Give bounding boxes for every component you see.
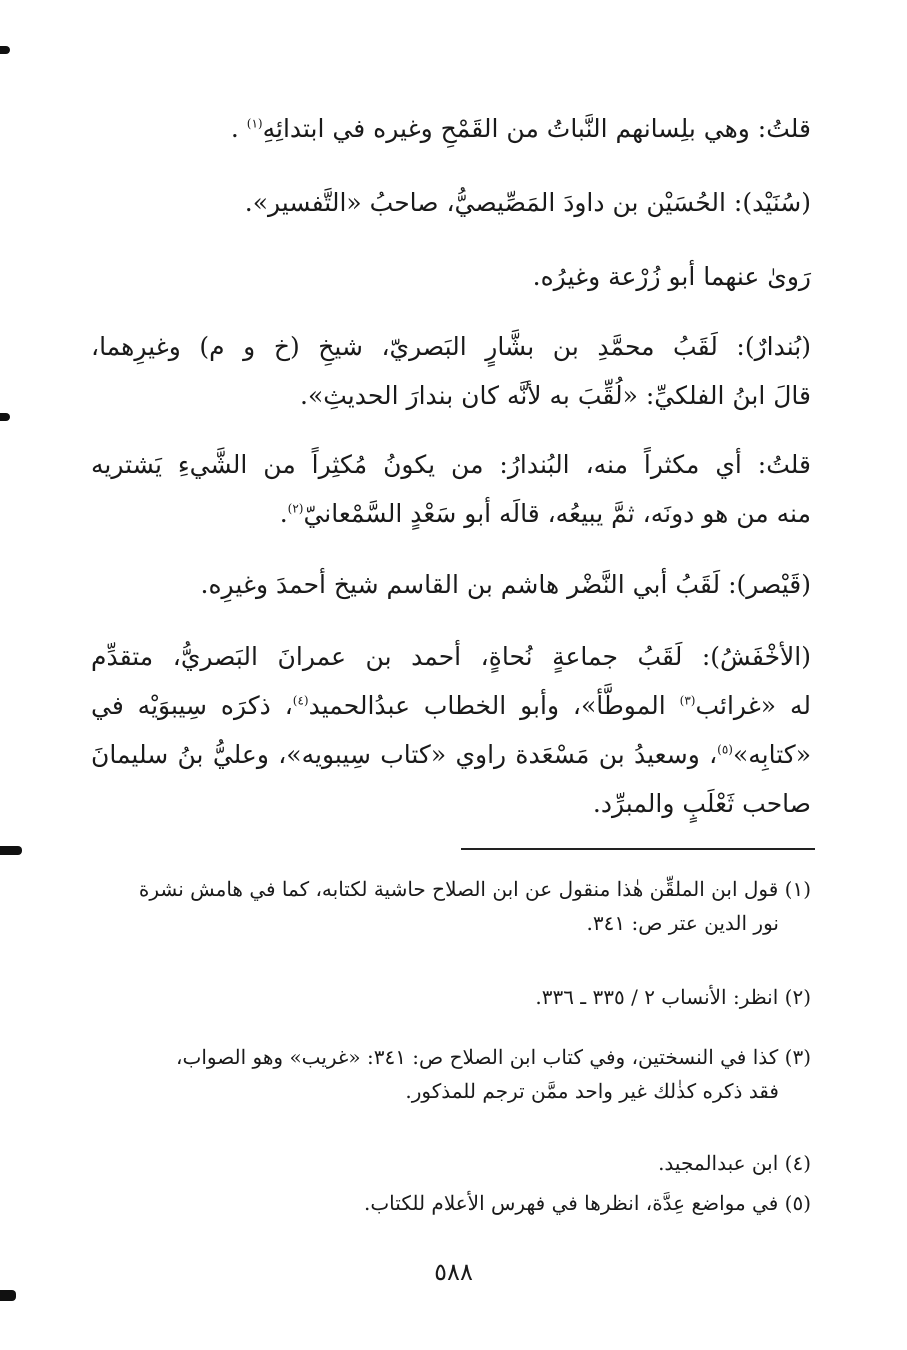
footnote-2 [91, 980, 811, 1014]
paragraph-line [91, 104, 811, 153]
footnote-line: نور الدين عتر ص: ٣٤١. [586, 911, 779, 935]
footnote-marker: (٣) [679, 693, 696, 708]
footnote-marker: (٢) [287, 501, 304, 516]
paragraph-text: ، ذكرَه سِيبوَيْه في [91, 691, 293, 720]
paragraph-line: (بُندارٌ): لَقَبُ محمَّدِ بن بشَّارٍ البَصريّ، شيخِ (خ و م) وغيرِهما، [91, 332, 811, 361]
paragraph-1 [91, 104, 811, 153]
footnote-line: (٤) ابن عبدالمجيد. [658, 1151, 811, 1175]
paragraph-line [91, 681, 811, 730]
footnote-line: فقد ذكره كذٰلك غير واحد ممَّن ترجم للمذكور. [405, 1079, 779, 1103]
paragraph-2 [91, 178, 811, 227]
paragraph-line: (قَيْصر): لَقَبُ أبي النَّضْر هاشم بن القاسم شيخ أحمدَ وغيرِه. [200, 570, 811, 599]
scan-margin-mark [0, 1290, 16, 1301]
paragraph-3 [91, 252, 811, 301]
footnote-marker: (٤) [292, 693, 309, 708]
page-number: ٥٨٨ [434, 1258, 473, 1286]
footnote-line: (٥) في مواضع عِدَّة، انظرها في فهرس الأعلام للكتاب. [364, 1191, 811, 1215]
footnote-line: (٢) انظر: الأنساب ٢ / ٣٣٥ ـ ٣٣٦. [535, 985, 811, 1009]
scan-margin-mark [0, 46, 10, 54]
scan-margin-mark [0, 846, 22, 855]
paragraph-4 [91, 322, 811, 420]
footnote-1 [91, 872, 811, 940]
footnote-line: (١) قول ابن الملقِّن هٰذا منقول عن ابن الصلاح حاشية لكتابه، كما في هامش نشرة [138, 877, 811, 901]
footnote-marker: (٥) [717, 742, 733, 757]
footnote-line: (٣) كذا في النسختين، وفي كتاب ابن الصلاح ص: ٣٤١: «غريب» وهو الصواب، [176, 1045, 811, 1069]
paragraph-5 [91, 440, 811, 538]
paragraph-line: صاحب ثَعْلَبٍ والمبرِّد. [592, 789, 811, 818]
paragraph-line: قالَ ابنُ الفلكيِّ: «لُقِّبَ به لأنَّه كان بندارَ الحديثِ». [300, 381, 811, 410]
footnote-4 [91, 1146, 811, 1180]
paragraph-text: . [230, 114, 247, 143]
paragraph-text: الموطَّأ»، وأبو الخطاب عبدُالحميد [308, 691, 680, 720]
paragraph-line: (الأخْفَشُ): لَقَبُ جماعةٍ نُحاةٍ، أحمد بن عمرانَ البَصريُّ، متقدِّم [91, 642, 811, 671]
paragraph-text: له «غرائب [695, 691, 811, 720]
scan-margin-mark [0, 413, 10, 421]
paragraph-line: (سُنَيْد): الحُسَيْن بن داودَ المَصِّيصيُّ، صاحبُ «التَّفسير». [244, 188, 811, 217]
paragraph-6 [91, 560, 811, 609]
footnote-5 [91, 1186, 811, 1220]
footnote-3 [91, 1040, 811, 1108]
footnote-separator [461, 848, 815, 850]
paragraph-text: «كتابِه» [732, 740, 811, 769]
paragraph-line [91, 489, 811, 538]
paragraph-text: منه من هو دونَه، ثمَّ يبيعُه، قالَه أبو سَعْدٍ السَّمْعانيّ [303, 499, 811, 528]
paragraph-text: ، وسعيدُ بن مَسْعَدة راوي «كتاب سِيبويه»، وعليُّ بنُ سليمانَ [91, 740, 718, 769]
paragraph-7 [91, 632, 811, 828]
paragraph-text: قلتُ: وهي بلِسانهم النَّباتُ من القَمْحِ وغيره في ابتدائِهِ [262, 114, 811, 143]
paragraph-line: رَوىٰ عنهما أبو زُرْعة وغيرُه. [532, 262, 811, 291]
paragraph-line [91, 730, 811, 779]
paragraph-text: . [279, 499, 288, 528]
paragraph-line: قلتُ: أي مكثراً منه، البُندارُ: من يكونُ مُكثِراً من الشَّيءِ يَشتريه [91, 450, 811, 479]
footnote-marker: (١) [246, 116, 263, 131]
